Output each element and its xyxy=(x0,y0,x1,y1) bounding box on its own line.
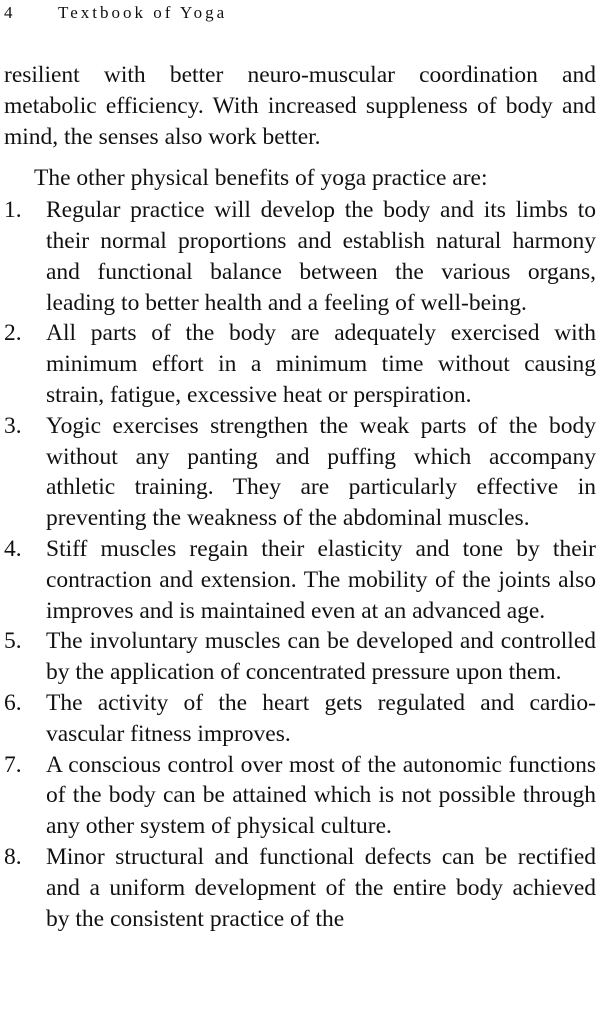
list-item xyxy=(4,534,596,626)
list-item-number: 1. xyxy=(4,197,22,224)
list-item-text: Minor structural and functional defects can be rectified and a uniform development of the entire body achieved by the consistent practice of the xyxy=(46,843,596,932)
list-item xyxy=(4,411,596,534)
list-item-text: A conscious control over most of the autonomic functions of the body can be attained which is not possible through any other system of physical culture. xyxy=(46,751,596,840)
list-item-text: The involuntary muscles can be developed and controlled by the application of concentrated pressure upon them. xyxy=(46,628,596,686)
list-item xyxy=(4,195,596,318)
list-item-number: 7. xyxy=(4,751,22,778)
list-item-number: 5. xyxy=(4,628,22,655)
list-item xyxy=(4,842,596,934)
list-intro: The other physical benefits of yoga practice are: xyxy=(34,165,488,192)
page-body xyxy=(4,60,596,934)
continuation-paragraph: resilient with better neuro-muscular coordination and metabolic efficiency. With increased suppleness of body and mind, the senses also work better. xyxy=(4,62,596,150)
list-item xyxy=(4,688,596,750)
list-item-text: Stiff muscles regain their elasticity and tone by their contraction and extension. The mobility of the joints also improves and is maintained even at an advanced age. xyxy=(46,535,596,624)
running-title: Textbook of Yoga xyxy=(58,3,228,22)
list-item-number: 2. xyxy=(4,320,22,347)
list-item xyxy=(4,626,596,688)
list-item-number: 8. xyxy=(4,843,22,870)
list-item-text: Regular practice will develop the body and its limbs to their normal proportions and establish natural harmony and functional balance between the various organs, leading to better health and a feeling of well-being. xyxy=(46,197,596,316)
list-item xyxy=(4,318,596,410)
list-item-text: All parts of the body are adequately exercised with minimum effort in a minimum time without causing strain, fatigue, excessive heat or perspiration. xyxy=(46,320,596,408)
list-item-text: Yogic exercises strengthen the weak parts of the body without any panting and puffing which accompany athletic training. They are particularly effective in preventing the weakness of the abdominal muscles. xyxy=(46,412,596,532)
list-item xyxy=(4,750,596,842)
list-item-text: The activity of the heart gets regulated and cardio-vascular fitness improves. xyxy=(46,689,596,747)
list-item-number: 3. xyxy=(4,412,22,439)
page-number: 4 xyxy=(4,3,13,22)
list-item-number: 6. xyxy=(4,689,22,716)
list-item-number: 4. xyxy=(4,535,22,562)
running-head xyxy=(4,2,227,24)
